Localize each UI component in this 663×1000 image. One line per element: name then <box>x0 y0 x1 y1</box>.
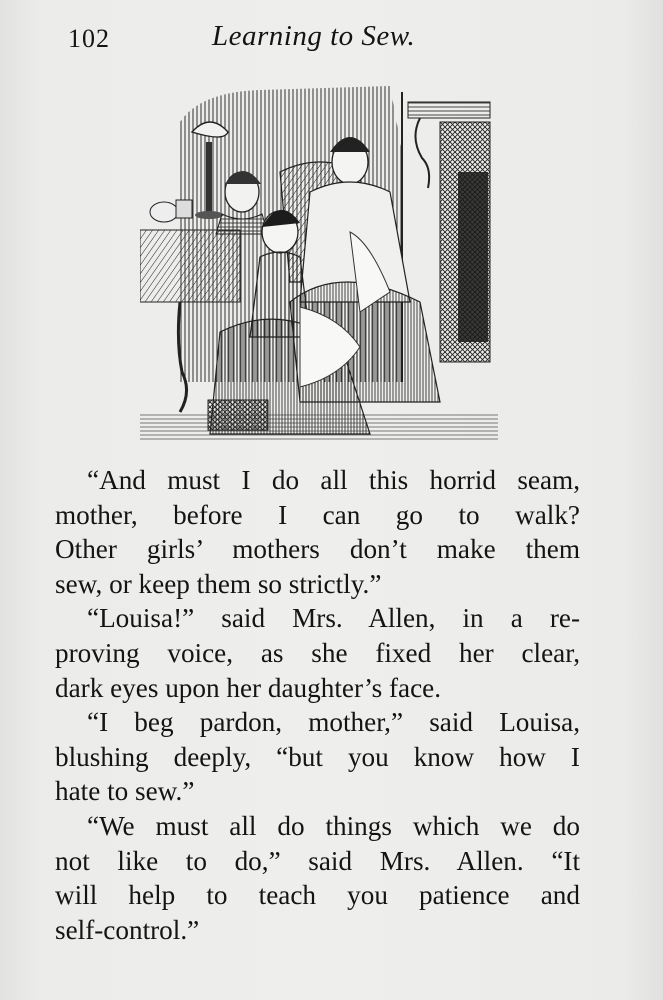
page-header <box>0 18 663 58</box>
text-line: will help to teach you patience and <box>55 880 580 911</box>
text-line: self-control.” <box>55 914 200 945</box>
text-line: dark eyes upon her daughter’s face. <box>55 672 442 703</box>
text-line: Other girls’ mothers don’t make them <box>55 534 580 565</box>
text-line: “Louisa!” said Mrs. Allen, in a re- <box>87 603 580 634</box>
text-line: “We must all do things which we do <box>87 810 580 841</box>
floor <box>140 412 498 442</box>
text-line: blushing deeply, “but you know how I <box>55 741 580 772</box>
paragraph-1 <box>55 463 580 601</box>
text-line: hate to sew.” <box>55 776 195 807</box>
engraving-illustration <box>140 82 498 442</box>
text-line: “And must I do all this horrid seam, <box>87 465 580 495</box>
page-number: 102 <box>68 24 110 53</box>
text-line: proving voice, as she fixed her clear, <box>55 637 580 668</box>
text-line: not like to do,” said Mrs. Allen. “It <box>55 845 580 876</box>
paragraph-3 <box>55 705 580 809</box>
text-line: mother, before I can go to walk? <box>55 499 580 530</box>
text-line: sew, or keep them so strictly.” <box>55 568 382 599</box>
body-text <box>55 463 580 947</box>
paragraph-4 <box>55 809 580 947</box>
running-title: Learning to Sew. <box>212 20 416 52</box>
text-line: “I beg pardon, mother,” said Louisa, <box>87 707 580 738</box>
paragraph-2 <box>55 601 580 705</box>
